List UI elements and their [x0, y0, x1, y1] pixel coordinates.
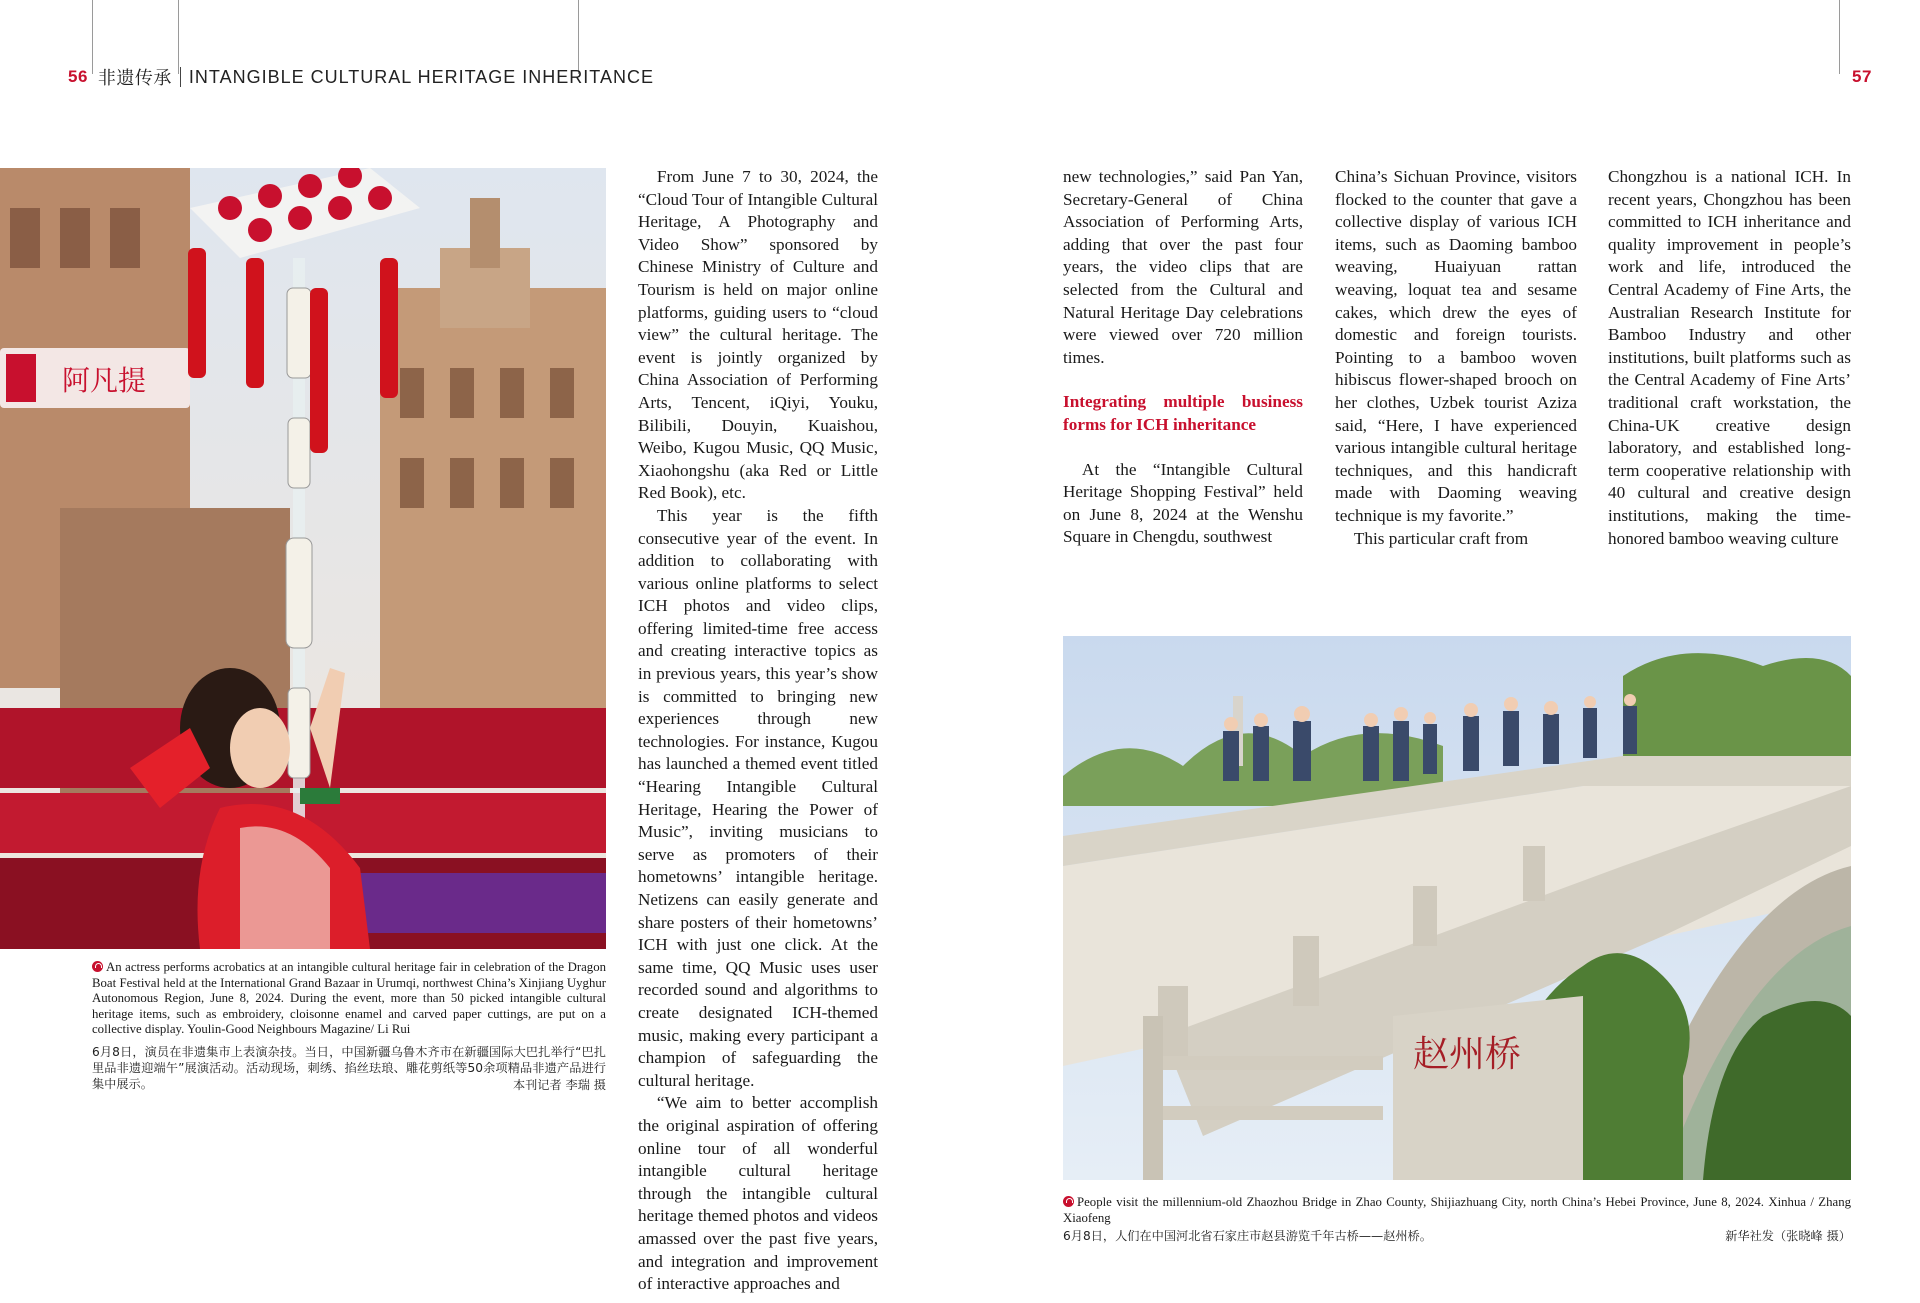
zhaozhou-bridge-photo — [1063, 636, 1851, 1180]
caption-left-text-cn: 6月8日，演员在非遗集市上表演杂技。当日，中国新疆乌鲁木齐市在新疆国际大巴扎举行“巴扎里品非遗迎端午”展演活动。活动现场，刺绣、掐丝珐琅、雕花剪纸等50余项精品非遗产品进行集中展示。 — [92, 1045, 606, 1091]
caption-right-text-cn: 6月8日，人们在中国河北省石家庄市赵县游览千年古桥——赵州桥。 — [1063, 1229, 1432, 1243]
right-photo-caption-en — [1063, 1195, 1851, 1226]
camera-icon — [92, 961, 103, 972]
article-column-2 — [1063, 166, 1303, 549]
running-header-left — [68, 66, 654, 88]
article-column-1 — [638, 166, 878, 1296]
page-number-left: 56 — [68, 67, 88, 86]
caption-right-credit-cn: 新华社发（张晓峰 摄） — [1725, 1229, 1851, 1243]
section-subheading: Integrating multiple business forms for ICH inheritance — [1063, 392, 1303, 434]
left-top-rule — [92, 0, 93, 74]
right-photo-caption-cn-credit — [1640, 1228, 1851, 1244]
left-photo-caption-en — [92, 960, 606, 1038]
article-column-3 — [1335, 166, 1577, 550]
col4-paragraph-1: Chongzhou is a national ICH. In recent years, Chongzhou has been committed to ICH inheritance and quality improvement in people’s work and life, introduced the Central Academy of Fine Arts, the Australian Research Institute for Bamboo Industry and other institutions, built platforms such as the Central Academy of Fine Arts’ traditional craft workstation, the China-UK creative design laboratory, and established long-term cooperative relationship with 40 cultural and creative design institutions, making the time-honored bamboo weaving culture — [1608, 167, 1851, 548]
running-header-right — [1852, 66, 1872, 88]
left-photo-caption-cn-credit — [468, 1077, 606, 1093]
photo-sign-text: 阿凡提 — [62, 364, 147, 397]
caption-left-text-en: An actress performs acrobatics at an intangible cultural heritage fair in celebration of the Dragon Boat Festival held at the International Grand Bazaar in Urumqi, northwest China’s Xinjiang Uyghur Autonomous Region, June 8, 2024. During the event, more than 50 picked intangible cultural heritage items, such as embroidery, cloisonne enamel and carved paper cuttings, are put on a collective display. Youlin-Good Neighbours Magazine/ Li Rui — [92, 960, 606, 1037]
camera-icon-right — [1063, 1196, 1074, 1207]
article-column-4 — [1608, 166, 1851, 550]
left-mid-rule — [178, 0, 179, 74]
col3-paragraph-2: This particular craft from — [1353, 528, 1529, 548]
col1-paragraph-3: “We aim to better accomplish the original aspiration of offering online tour of all wonderful intangible cultural heritage through the intangible cultural heritage themed photos and videos amassed over the past five years, and integration and improvement of interactive approaches and — [638, 1093, 878, 1294]
col2-paragraph-2: At the “Intangible Cultural Heritage Shopping Festival” held on June 8, 2024 at the Wenshu Square in Chengdu, southwest — [1063, 459, 1303, 547]
acrobat-photo — [0, 168, 606, 949]
col1-paragraph-2: This year is the fifth consecutive year of the event. In addition to collaborating with various online platforms to select ICH photos and video clips, offering limited-time free access and creating interactive topics as in previous years, this year’s show is committed to bringing new experiences through new technologies. For instance, Kugou has launched a themed event titled “Hearing Intangible Cultural Heritage, Hearing the Power of Music”, inviting musicians to serve as promoters of their hometowns’ intangible heritage. Netizens can easily generate and share posters of their hometowns’ ICH with just one click. At the same time, QQ Music uses user recorded sound and algorithms to create designated ICH-themed music, making every participant a champion of safeguarding the cultural heritage. — [638, 505, 878, 1090]
left-end-rule — [578, 0, 579, 74]
right-top-rule — [1839, 0, 1840, 74]
stele-inscription: 赵州桥 — [1413, 1034, 1522, 1075]
col3-paragraph-1: China’s Sichuan Province, visitors flocked to the counter that gave a collective display of various ICH items, such as Daoming bamboo weaving, Huaiyuan rattan weaving, loquat tea and sesame cakes, which drew the eyes of domestic and foreign tourists. Pointing to a bamboo woven hibiscus flower-shaped brooch on her clothes, Uzbek tourist Aziza said, “Here, I have experienced various intangible cultural heritage techniques, and this handicraft made with Daoming weaving technique is my favorite.” — [1335, 167, 1577, 525]
header-divider — [180, 67, 181, 87]
right-photo-caption-cn — [1063, 1228, 1623, 1244]
section-title-en: INTANGIBLE CULTURAL HERITAGE INHERITANCE — [188, 66, 654, 87]
col2-paragraph-1: new technologies,” said Pan Yan, Secretary-General of China Association of Performing Arts, adding that over the past four years, the video clips that are selected from the Cultural and Natural Heritage Day celebrations were viewed over 720 million times. — [1063, 167, 1303, 367]
caption-left-credit-cn: 本刊记者 李瑞 摄 — [512, 1078, 606, 1092]
section-title-cn: 非遗传承 — [97, 68, 172, 89]
page-number-right: 57 — [1852, 67, 1872, 86]
caption-right-text-en: People visit the millennium-old Zhaozhou Bridge in Zhao County, Shijiazhuang City, north China’s Hebei Province, June 8, 2024. Xinhua / Zhang Xiaofeng — [1063, 1195, 1851, 1225]
col1-paragraph-1: From June 7 to 30, 2024, the “Cloud Tour of Intangible Cultural Heritage, A Photography and Video Show” sponsored by Chinese Ministry of Culture and Tourism is held on major online platforms, guiding users to “cloud view” the cultural heritage. The event is jointly organized by China Association of Performing Arts, Tencent, iQiyi, Youku, Bilibili, Douyin, Kuaishou, Weibo, Kugou Music, QQ Music, Xiaohongshu (aka Red or Little Red Book), etc. — [638, 167, 878, 503]
